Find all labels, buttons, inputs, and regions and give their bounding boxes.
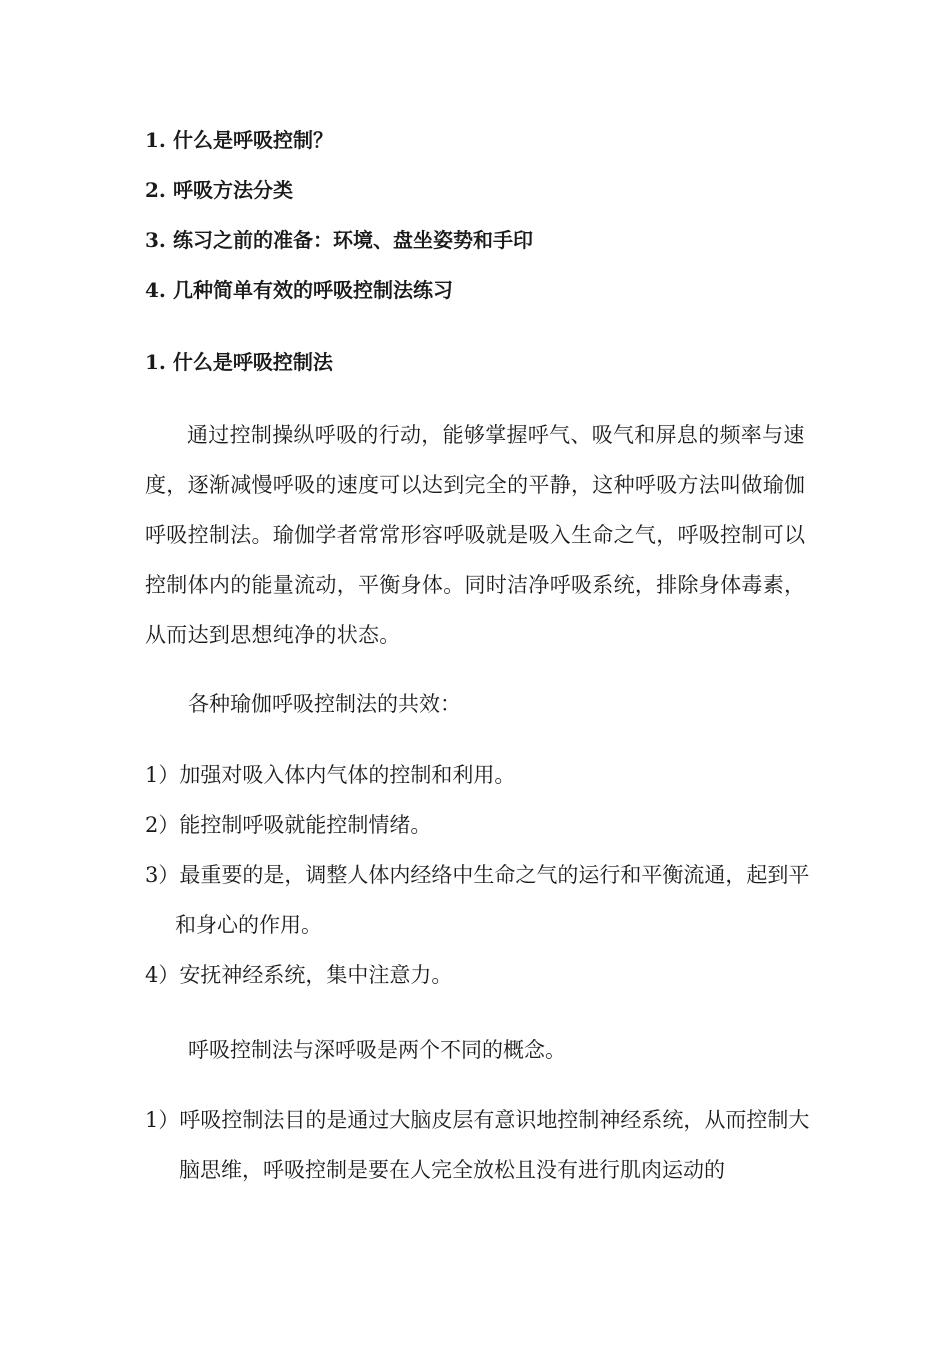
list-item: 3）最重要的是，调整人体内经络中生命之气的运行和平衡流通，起到平和身心的作用。 — [145, 863, 810, 937]
toc-number: 1. — [145, 128, 166, 152]
list-item: 2）能控制呼吸就能控制情绪。 — [145, 813, 432, 837]
toc-number: 4. — [145, 278, 166, 302]
list-item: 1）加强对吸入体内气体的控制和利用。 — [145, 763, 516, 787]
toc-number: 2. — [145, 178, 166, 202]
toc-text: 几种简单有效的呼吸控制法练习 — [173, 278, 453, 302]
toc-item-3 — [145, 226, 533, 254]
toc-text: 什么是呼吸控制？ — [173, 128, 333, 152]
list-item: 1）呼吸控制法目的是通过大脑皮层有意识地控制神经系统，从而控制大脑思维，呼吸控制是要在人完全放松且没有进行肌肉运动的 — [145, 1108, 810, 1182]
toc-item-4 — [145, 276, 453, 304]
toc-text: 练习之前的准备：环境、盘坐姿势和手印 — [173, 228, 533, 252]
benefits-intro: 各种瑜伽呼吸控制法的共效： — [188, 692, 461, 716]
section-heading: 1. 什么是呼吸控制法 — [145, 350, 333, 374]
list-item: 4）安抚神经系统，集中注意力。 — [145, 963, 453, 987]
toc-number: 3. — [145, 228, 166, 252]
difference-intro: 呼吸控制法与深呼吸是两个不同的概念。 — [188, 1038, 566, 1062]
body-paragraph: 通过控制操纵呼吸的行动，能够掌握呼气、吸气和屏息的频率与速度，逐渐减慢呼吸的速度可以达到完全的平静，这种呼吸方法叫做瑜伽呼吸控制法。瑜伽学者常常形容呼吸就是吸入生命之气，呼吸控制可以控制体内的能量流动，平衡身体。同时洁净呼吸系统，排除身体毒素，从而达到思想纯净的状态。 — [145, 423, 806, 647]
toc-text: 呼吸方法分类 — [173, 178, 293, 202]
toc-item-1 — [145, 126, 333, 154]
toc-item-2 — [145, 176, 293, 204]
